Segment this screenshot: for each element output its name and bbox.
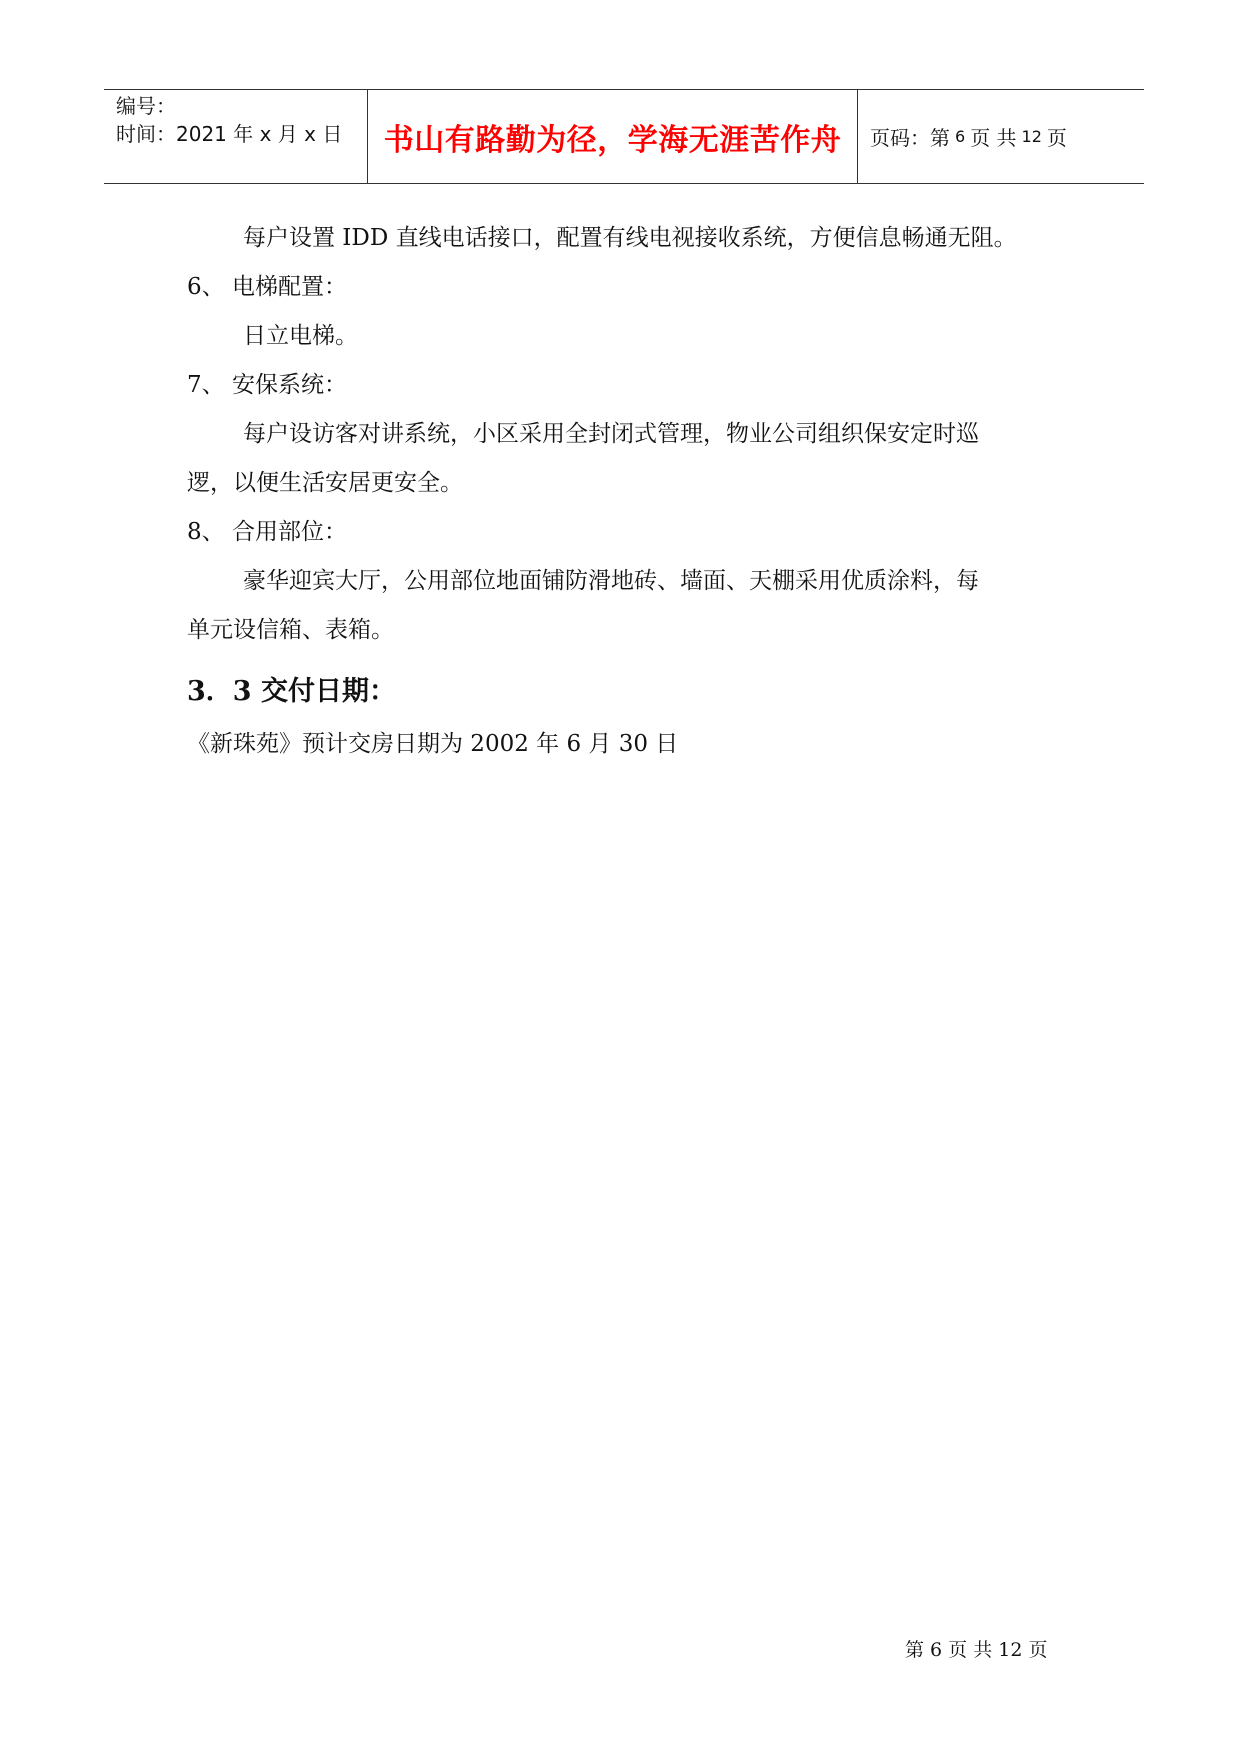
page-mid: 页 共 bbox=[970, 126, 1017, 150]
page-number: 6 bbox=[955, 127, 966, 146]
motto bbox=[368, 90, 858, 183]
header-page-info bbox=[858, 90, 1144, 183]
paragraph-common-line2: 单元设信箱、表箱。 bbox=[187, 617, 394, 643]
motto-text: 书山有路勤为径，学海无涯苦作舟 bbox=[383, 122, 842, 158]
page-total: 12 bbox=[1021, 127, 1042, 146]
number-label: 编号： bbox=[116, 94, 176, 118]
page-prefix: 页码：第 bbox=[870, 126, 950, 150]
paragraph-security-line1: 每户设访客对讲系统，小区采用全封闭式管理，物业公司组织保安定时巡 bbox=[243, 421, 979, 447]
document-header bbox=[104, 89, 1144, 184]
item-security-heading: 7、 安保系统： bbox=[187, 372, 347, 398]
item-elevator-heading: 6、 电梯配置： bbox=[187, 274, 347, 300]
paragraph-communication: 每户设置 IDD 直线电话接口，配置有线电视接收系统，方便信息畅通无阻。 bbox=[243, 225, 1017, 251]
paragraph-common-line1: 豪华迎宾大厅，公用部位地面铺防滑地砖、墙面、天棚采用优质涂料，每 bbox=[243, 568, 979, 594]
page-suffix: 页 bbox=[1046, 126, 1067, 150]
time-label: 时间：2021 年 x 月 x 日 bbox=[116, 122, 343, 146]
paragraph-elevator: 日立电梯。 bbox=[243, 323, 358, 349]
paragraph-delivery-date: 《新珠苑》预计交房日期为 2002 年 6 月 30 日 bbox=[187, 731, 679, 757]
header-meta bbox=[104, 90, 368, 183]
paragraph-security-line2: 逻，以便生活安居更安全。 bbox=[187, 470, 463, 496]
page-footer: 第 6 页 共 12 页 bbox=[905, 1639, 1048, 1661]
item-common-areas-heading: 8、 合用部位： bbox=[187, 519, 347, 545]
section-heading-delivery: 3．3 交付日期： bbox=[187, 676, 396, 707]
